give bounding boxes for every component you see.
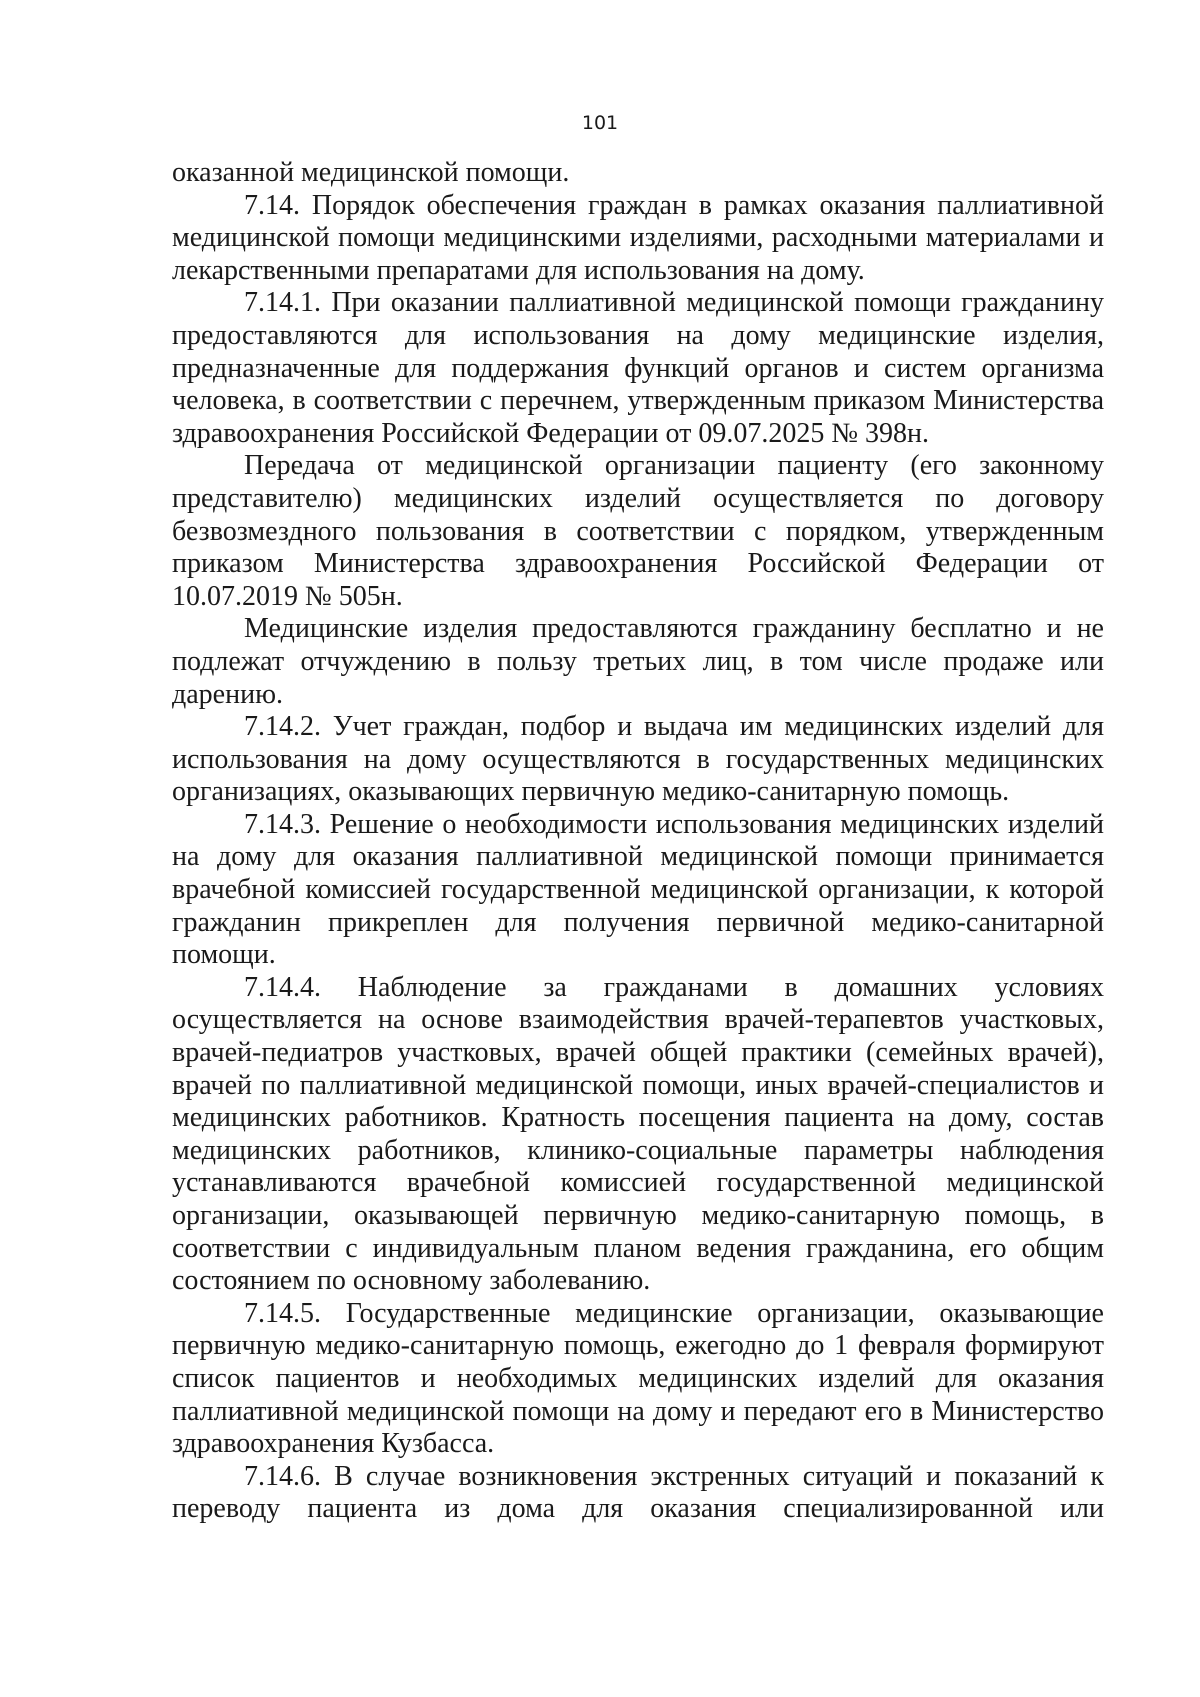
paragraph-7-14-3: 7.14.3. Решение о необходимости использования медицинских изделий на дому для оказания паллиативной медицинской помощи принимается врачебной комиссией государственной медицинской организации, к которой гражданин прикреплен для получения первичной медико-санитарной помощи.	[172, 808, 1104, 971]
paragraph-free-of-charge: Медицинские изделия предоставляются гражданину бесплатно и не подлежат отчуждению в пользу третьих лиц, в том числе продаже или дарению.	[172, 613, 1104, 710]
paragraph-7-14-2: 7.14.2. Учет граждан, подбор и выдача им медицинских изделий для использования на дому осуществляются в государственных медицинских организациях, оказывающих первичную медико-санитарную помощь.	[172, 711, 1104, 808]
paragraph-7-14-4: 7.14.4. Наблюдение за гражданами в домашних условиях осуществляется на основе взаимодействия врачей-терапевтов участковых, врачей-педиатров участковых, врачей общей практики (семейных врачей), врачей по паллиативной медицинской помощи, иных врачей-специалистов и медицинских работников. Кратность посещения пациента на дому, состав медицинских работников, клинико-социальные параметры наблюдения устанавливаются врачебной комиссией государственной медицинской организации, оказывающей первичную медико-санитарную помощь, в соответствии с индивидуальным планом ведения гражданина, его общим состоянием по основному заболеванию.	[172, 971, 1104, 1297]
paragraph-7-14-1: 7.14.1. При оказании паллиативной медицинской помощи гражданину предоставляются для использования на дому медицинские изделия, предназначенные для поддержания функций органов и систем организма человека, в соответствии с перечнем, утвержденным приказом Министерства здравоохранения Российской Федерации от 09.07.2025 № 398н.	[172, 287, 1104, 449]
page-number: 101	[581, 112, 619, 134]
paragraph-7-14-6: 7.14.6. В случае возникновения экстренных ситуаций и показаний к переводу пациента из дома для оказания специализированной или	[172, 1460, 1104, 1525]
document-body	[172, 157, 1104, 1526]
paragraph-continuation: оказанной медицинской помощи.	[172, 157, 570, 188]
paragraph-transfer: Передача от медицинской организации пациенту (его законному представителю) медицинских изделий осуществляется по договору безвозмездного пользования в соответствии с порядком, утвержденным приказом Министерства здравоохранения Российской Федерации от 10.07.2019 № 505н.	[172, 450, 1104, 612]
paragraph-7-14-5: 7.14.5. Государственные медицинские организации, оказывающие первичную медико-санитарную помощь, ежегодно до 1 февраля формируют список пациентов и необходимых медицинских изделий для оказания паллиативной медицинской помощи на дому и передают его в Министерство здравоохранения Кузбасса.	[172, 1297, 1104, 1460]
paragraph-7-14: 7.14. Порядок обеспечения граждан в рамках оказания паллиативной медицинской помощи медицинскими изделиями, расходными материалами и лекарственными препаратами для использования на дому.	[172, 189, 1104, 286]
